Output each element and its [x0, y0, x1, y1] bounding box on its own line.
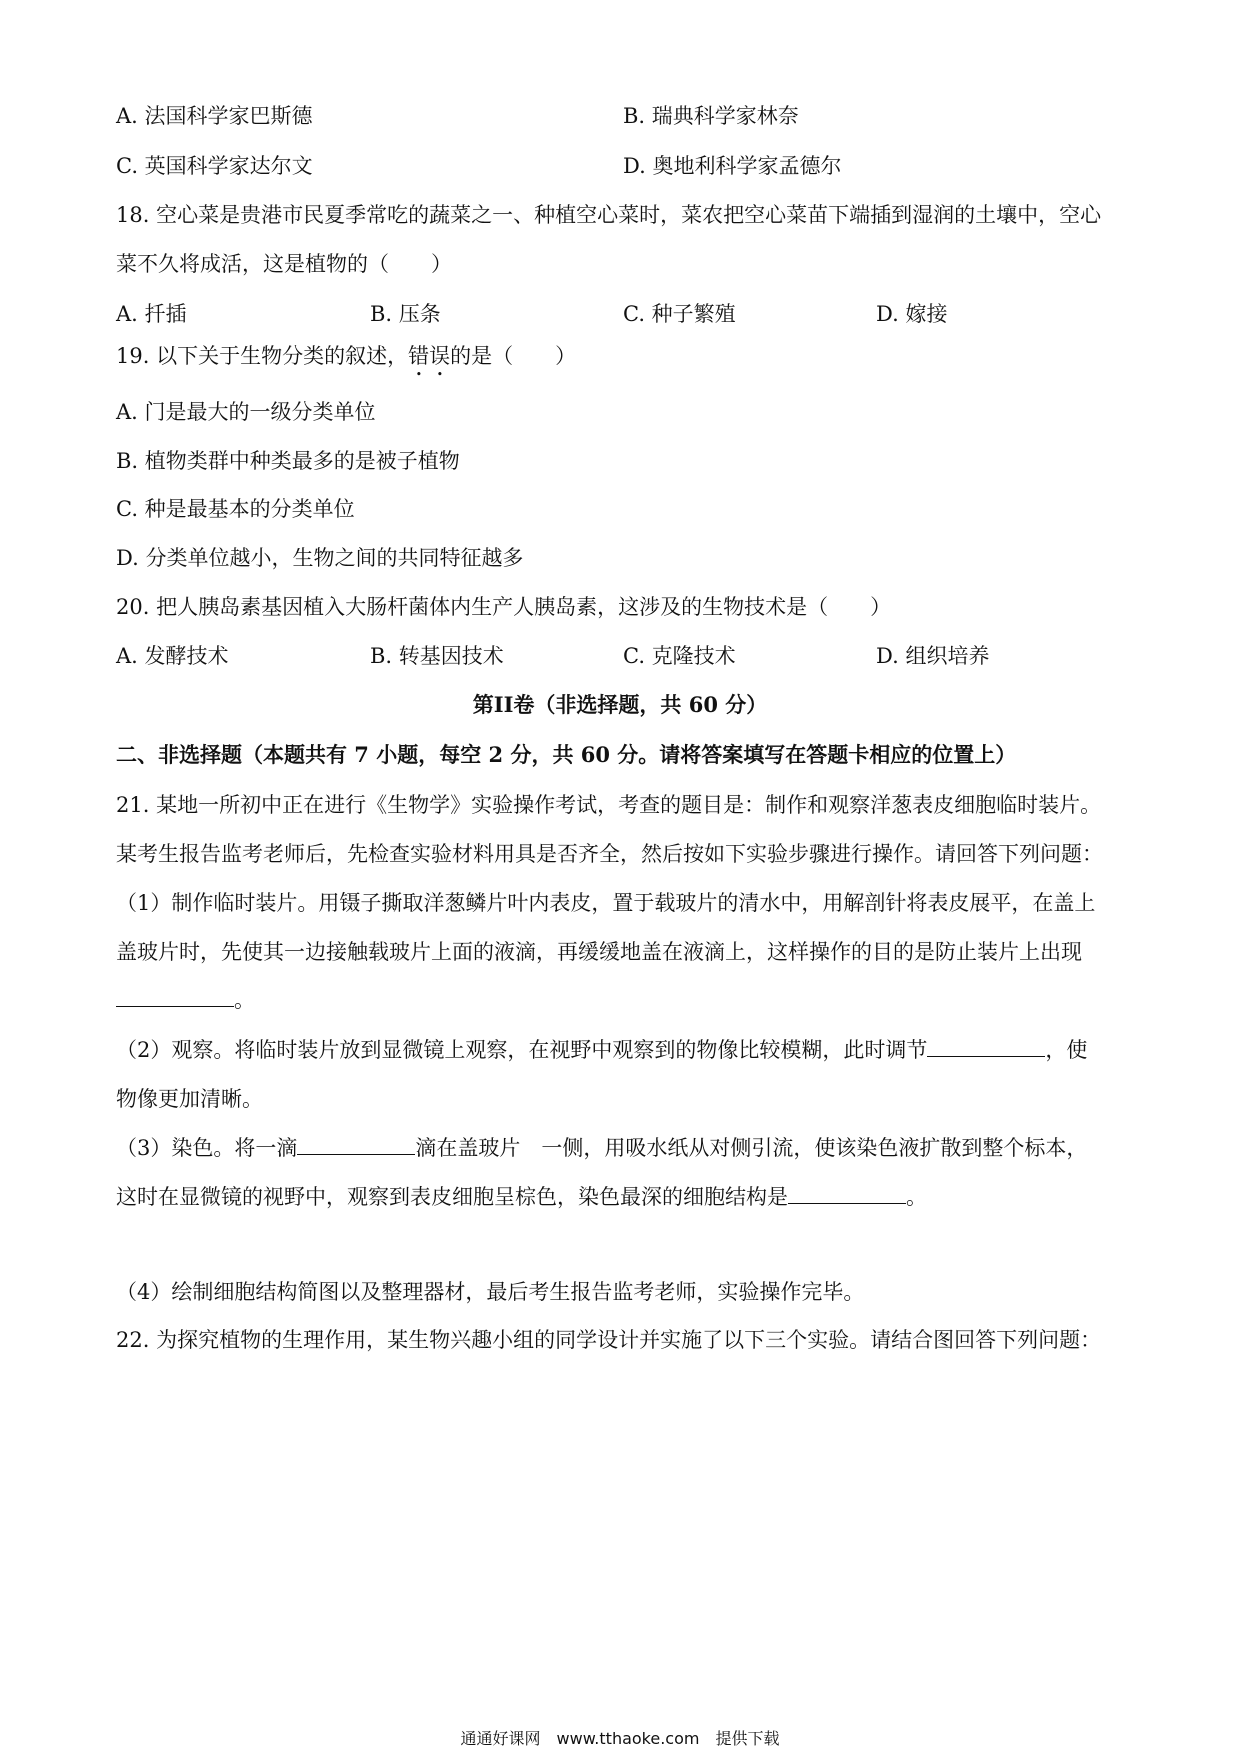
q19-option-b: B. 植物类群中种类最多的是被子植物 [116, 449, 460, 473]
q17-option-c: C. 英国科学家达尔文 [116, 154, 313, 178]
q20-option-b: B. 转基因技术 [370, 644, 504, 668]
q21-step2-line2: 物像更加清晰。 [116, 1087, 263, 1111]
q21-step3-line2 [116, 1182, 927, 1212]
q21-stem-line2: 某考生报告监考老师后，先检查实验材料用具是否齐全，然后按如下实验步骤进行操作。请回答下列问题： [116, 842, 1103, 866]
q20-option-d: D. 组织培养 [876, 644, 990, 668]
answer-blank[interactable] [297, 1134, 415, 1155]
q17-option-a: A. 法国科学家巴斯德 [116, 104, 313, 128]
q17-option-d: D. 奥地利科学家孟德尔 [623, 154, 842, 178]
q20-option-a: A. 发酵技术 [116, 644, 229, 668]
q20-option-c: C. 克隆技术 [623, 644, 736, 668]
q21-step1-line1: （1）制作临时装片。用镊子撕取洋葱鳞片叶内表皮，置于载玻片的清水中，用解剖针将表皮展平，在盖上 [116, 891, 1096, 915]
part2-title: 第II卷（非选择题，共 60 分） [472, 692, 768, 717]
q21-step3-text2: 这时在显微镜的视野中，观察到表皮细胞呈棕色，染色最深的细胞结构是 [116, 1185, 788, 1209]
q21-step2-text: （2）观察。将临时装片放到显微镜上观察，在视野中观察到的物像比较模糊，此时调节 [116, 1038, 928, 1062]
q21-step1-line2: 盖玻片时，先使其一边接触载玻片上面的液滴，再缓缓地盖在液滴上，这样操作的目的是防止装片上出现 [116, 940, 1082, 964]
q18-stem-line1: 18. 空心菜是贵港市民夏季常吃的蔬菜之一、种植空心菜时，菜农把空心菜苗下端插到湿润的土壤中，空心 [116, 203, 1102, 227]
q21-step2-tail: ，使 [1045, 1038, 1088, 1062]
q21-step4: （4）绘制细胞结构简图以及整理器材，最后考生报告监考老师，实验操作完毕。 [116, 1280, 865, 1304]
q17-option-b: B. 瑞典科学家林奈 [623, 104, 799, 128]
q21-stem-line1: 21. 某地一所初中正在进行《生物学》实验操作考试，考查的题目是：制作和观察洋葱表皮细胞临时装片。 [116, 793, 1102, 817]
q21-step1-end: 。 [234, 988, 255, 1012]
q19-stem-prefix: 19. 以下关于生物分类的叙述， [116, 344, 409, 368]
q19-stem-suffix: 的是（ ） [450, 344, 577, 368]
answer-blank[interactable] [116, 986, 234, 1007]
q21-step2-line1 [116, 1035, 1087, 1065]
q21-step1-line3 [116, 985, 255, 1015]
q18-stem-line2: 菜不久将成活，这是植物的（ ） [116, 252, 452, 276]
q22-stem: 22. 为探究植物的生理作用，某生物兴趣小组的同学设计并实施了以下三个实验。请结合图回答下列问题： [116, 1328, 1102, 1352]
q18-option-d: D. 嫁接 [876, 302, 948, 326]
q19-option-d: D. 分类单位越小，生物之间的共同特征越多 [116, 546, 524, 570]
answer-blank[interactable] [788, 1183, 906, 1204]
q19-stem [116, 341, 576, 381]
answer-blank[interactable] [927, 1036, 1045, 1057]
q21-step3-end: 。 [906, 1185, 927, 1209]
part2-heading: 二、非选择题（本题共有 7 小题，每空 2 分，共 60 分。请将答案填写在答题卡相应的位置上） [116, 742, 1017, 767]
q19-option-c: C. 种是最基本的分类单位 [116, 497, 355, 521]
q19-stem-emphasis: 错误 [408, 344, 451, 368]
q18-option-c: C. 种子繁殖 [623, 302, 736, 326]
q21-step3-line1 [116, 1133, 1087, 1163]
page-footer: 通通好课网 www.tthaoke.com 提供下载 [460, 1729, 780, 1748]
q18-option-a: A. 扦插 [116, 302, 187, 326]
q19-option-a: A. 门是最大的一级分类单位 [116, 400, 376, 424]
q21-step3-text: （3）染色。将一滴 [116, 1136, 298, 1160]
q21-step3-tail: 滴在盖玻片 一侧，用吸水纸从对侧引流，使该染色液扩散到整个标本， [415, 1136, 1088, 1160]
q20-stem: 20. 把人胰岛素基因植入大肠杆菌体内生产人胰岛素，这涉及的生物技术是（ ） [116, 595, 892, 619]
q18-option-b: B. 压条 [370, 302, 441, 326]
